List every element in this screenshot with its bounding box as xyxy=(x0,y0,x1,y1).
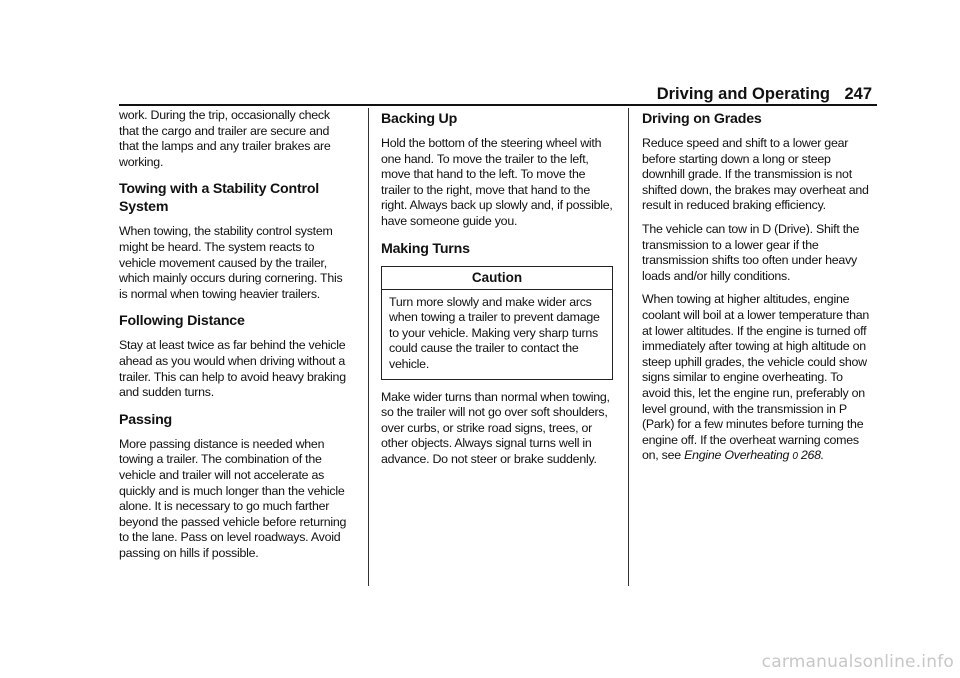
heading-passing: Passing xyxy=(119,411,173,428)
column-divider xyxy=(368,108,369,586)
caution-box xyxy=(381,266,613,380)
page-header xyxy=(0,82,960,108)
heading-following-distance: Following Distance xyxy=(119,313,245,330)
xref-page: 268. xyxy=(800,448,824,463)
heading-backing-up: Backing Up xyxy=(381,111,458,127)
paragraph-grades-3-text: When towing at higher altitudes, engine coolant will boil at a lower temperature than at lower altitudes. If the engine is turned off immediately after towing at high altitude on steep uphill grades, the vehicle could show signs similar to engine overheating. To avoid this, let the engine run, preferably on level ground, with the transmission in P (Park) for a few minutes before turning the engine off. If the overheat warning comes on, see xyxy=(642,292,870,463)
column-divider xyxy=(628,108,629,586)
caution-title: Caution xyxy=(382,267,612,290)
xref-engine-overheating[interactable] xyxy=(684,448,824,462)
heading-stability-control: Towing with a Stability Control System xyxy=(119,181,320,216)
paragraph-passing: More passing distance is needed when towing a trailer. The combination of the vehicle and trailer will not accelerate as quickly and is much longer than the vehicle alone. It is necessary to go much farther beyond the passed vehicle before returning to the lane. Pass on level roadways. Avoid passing on hills if possible. xyxy=(119,436,347,560)
paragraph-continued: work. During the trip, occasionally check that the cargo and trailer are secure and that the lamps and any trailer brakes are working. xyxy=(119,108,331,169)
paragraph-grades-1: Reduce speed and shift to a lower gear before starting down a long or steep downhill grade. If the transmission is not shifted down, the brakes may overheat and result in reduced braking efficiency. xyxy=(642,136,869,213)
paragraph-backing-up: Hold the bottom of the steering wheel with one hand. To move the trailer to the left, move that hand to the left. To move the trailer to the right, move that hand to the right. Always back up slowly and, if possible, have someone guide you. xyxy=(381,136,613,228)
paragraph-grades-2: The vehicle can tow in D (Drive). Shift the transmission to a lower gear if the transmission shifts too often under heavy loads and/or hilly conditions. xyxy=(642,221,860,283)
column-middle xyxy=(381,108,613,476)
page-number: 247 xyxy=(844,85,872,103)
heading-driving-on-grades: Driving on Grades xyxy=(642,111,762,127)
paragraph-stability-control: When towing, the stability control system might be heard. The system reacts to vehicle movement caused by the trailer, which mainly occurs during cornering. This is normal when towing heavier trailers. xyxy=(119,224,343,301)
column-left xyxy=(119,108,351,569)
paragraph-making-turns: Make wider turns than normal when towing, so the trailer will not go over soft shoulders, over curbs, or strike road signs, trees, or other objects. Always signal turns well in advance. Do not steer or brake suddenly. xyxy=(381,389,610,466)
xref-title: Engine Overheating xyxy=(684,448,790,463)
heading-making-turns: Making Turns xyxy=(381,240,470,257)
header-rule xyxy=(119,104,877,106)
running-head-section: Driving and Operating xyxy=(656,85,830,103)
paragraph-following-distance: Stay at least twice as far behind the vehicle ahead as you would when driving without a trailer. This can help to avoid heavy braking and sudden turns. xyxy=(119,338,346,400)
xref-arrow-icon: 0 xyxy=(792,451,798,463)
paragraph-grades-3 xyxy=(642,292,874,465)
watermark: carmanualsonline.info xyxy=(761,652,954,672)
column-right xyxy=(642,108,874,473)
caution-text: Turn more slowly and make wider arcs when towing a trailer to prevent damage to your vehicle. Making very sharp turns could cause the trailer to contact the vehicle. xyxy=(389,294,600,371)
